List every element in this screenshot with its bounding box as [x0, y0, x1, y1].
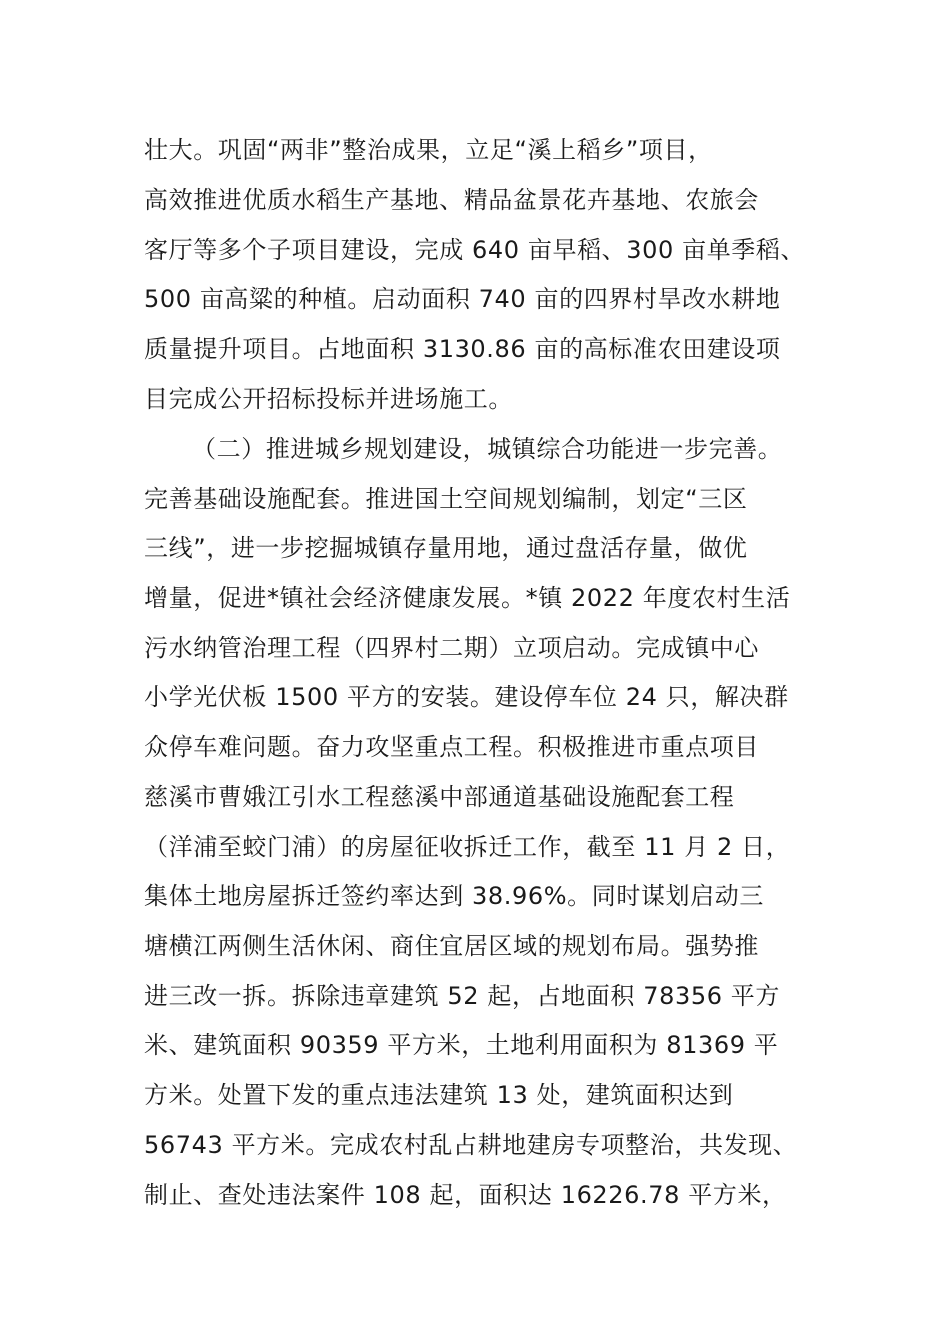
text-line: 小学光伏板 1500 平方的安装。建设停车位 24 只，解决群: [144, 683, 789, 711]
text-line: 高效推进优质水稻生产基地、精品盆景花卉基地、农旅会: [144, 186, 759, 214]
section-heading: （二）推进城乡规划建设，城镇综合功能进一步完善。: [192, 435, 783, 463]
text-line: 进三改一拆。拆除违章建筑 52 起，占地面积 78356 平方: [144, 982, 781, 1010]
text-line: 方米。处置下发的重点违法建筑 13 处，建筑面积达到: [144, 1081, 734, 1109]
text-line: 完善基础设施配套。推进国土空间规划编制，划定“三区: [144, 485, 748, 513]
text-line: 目完成公开招标投标并进场施工。: [144, 385, 513, 413]
text-line: 增量，促进*镇社会经济健康发展。*镇 2022 年度农村生活: [144, 584, 791, 612]
text-line: 客厅等多个子项目建设，完成 640 亩早稻、300 亩单季稻、: [144, 236, 806, 264]
text-line: 众停车难问题。奋力攻坚重点工程。积极推进市重点项目: [144, 733, 759, 761]
text-line: 56743 平方米。完成农村乱占耕地建房专项整治，共发现、: [144, 1131, 798, 1159]
text-line: 制止、查处违法案件 108 起，面积达 16226.78 平方米，: [144, 1181, 787, 1209]
text-line: 塘横江两侧生活休闲、商住宜居区域的规划布局。强势推: [144, 932, 759, 960]
text-line: 三线”，进一步挖掘城镇存量用地，通过盘活存量，做优: [144, 534, 748, 562]
text-line: 污水纳管治理工程（四界村二期）立项启动。完成镇中心: [144, 634, 759, 662]
text-line: 壮大。巩固“两非”整治成果，立足“溪上稻乡”项目，: [144, 136, 713, 164]
text-line: 质量提升项目。占地面积 3130.86 亩的高标准农田建设项: [144, 335, 781, 363]
text-line: 米、建筑面积 90359 平方米，土地利用面积为 81369 平: [144, 1031, 779, 1059]
text-line: 集体土地房屋拆迁签约率达到 38.96%。同时谋划启动三: [144, 882, 764, 910]
text-line: （洋浦至蛟门浦）的房屋征收拆迁工作，截至 11 月 2 日，: [144, 833, 791, 861]
text-line: 慈溪市曹娥江引水工程慈溪中部通道基础设施配套工程: [144, 783, 735, 811]
text-line: 500 亩高粱的种植。启动面积 740 亩的四界村旱改水耕地: [144, 285, 781, 313]
